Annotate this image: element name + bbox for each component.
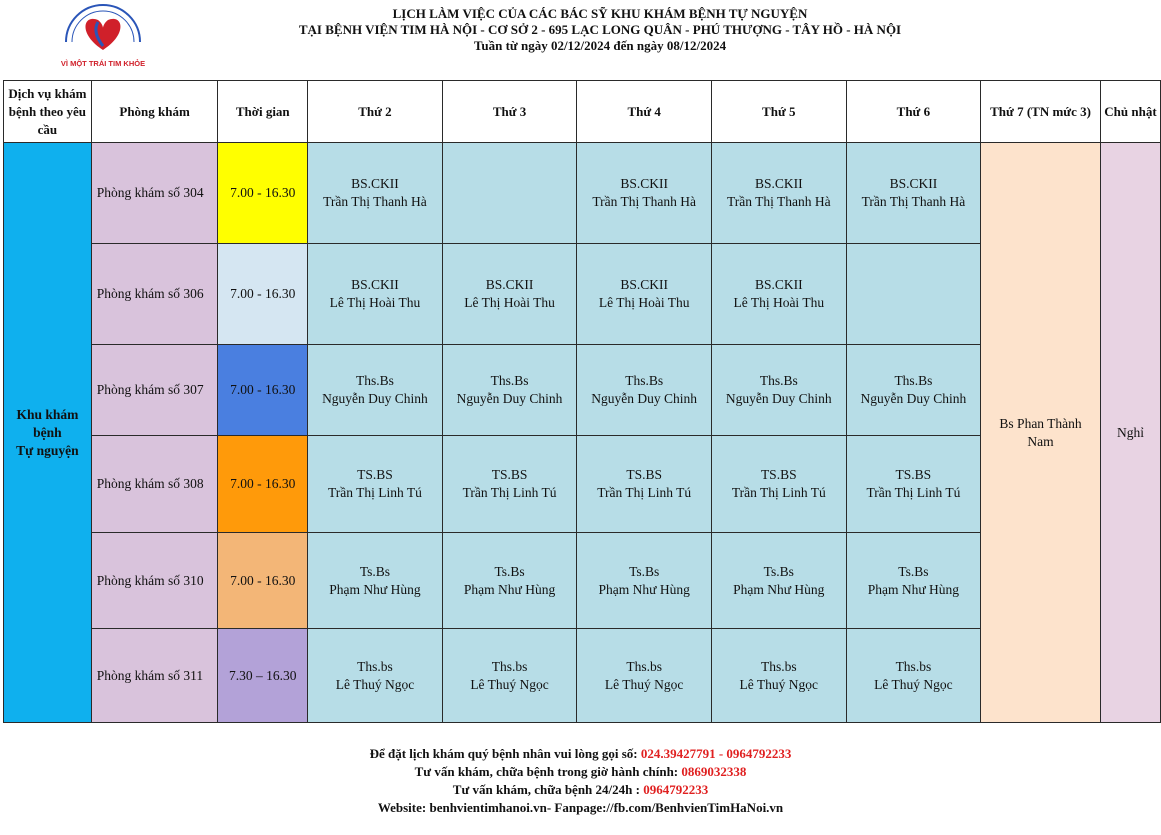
- time-cell: 7.00 - 16.30: [218, 436, 308, 533]
- doctor-cell: [442, 244, 577, 345]
- title-block: [190, 6, 1010, 54]
- doctor-name: Trần Thị Thanh Hà: [323, 194, 427, 209]
- doctor-name: Lê Thuý Ngọc: [470, 676, 549, 692]
- doctor-name: Trần Thị Linh Tú: [462, 485, 557, 500]
- doctor-title: Ts.Bs: [898, 563, 929, 579]
- week-range: Tuần từ ngày 02/12/2024 đến ngày 08/12/2024: [473, 38, 727, 53]
- doctor-cell: [846, 533, 981, 629]
- doctor-name: Lê Thị Hoài Thu: [464, 295, 555, 310]
- doctor-cell: [577, 345, 712, 436]
- office-line: [0, 763, 1161, 781]
- doctor-cell: [577, 143, 712, 244]
- doctor-cell: [442, 436, 577, 533]
- doctor-cell: [577, 436, 712, 533]
- table-row: [4, 143, 1161, 244]
- doctor-title: Ths.bs: [626, 658, 662, 674]
- doctor-title: TS.BS: [626, 467, 662, 482]
- doctor-title: BS.CKII: [351, 277, 399, 292]
- col-wed: Thứ 4: [577, 81, 712, 143]
- booking-phone[interactable]: 024.39427791 - 0964792233: [640, 746, 792, 761]
- room-cell: Phòng khám số 310: [91, 533, 218, 629]
- area-line: bệnh: [33, 424, 62, 440]
- doctor-cell: [577, 244, 712, 345]
- time-cell: 7.00 - 16.30: [218, 533, 308, 629]
- header-row: [4, 81, 1161, 143]
- doctor-title: Ts.Bs: [494, 563, 525, 579]
- doctor-title: Ts.Bs: [359, 563, 391, 579]
- doctor-cell: [846, 143, 981, 244]
- doctor-cell: [711, 436, 846, 533]
- doctor-title: BS.CKII: [620, 277, 668, 292]
- doctor-title: Ths.bs: [760, 658, 797, 674]
- room-cell: Phòng khám số 306: [91, 244, 218, 345]
- page-header: [0, 0, 1161, 80]
- room-cell: Phòng khám số 311: [91, 629, 218, 723]
- doctor-name: Nguyễn Duy Chinh: [860, 391, 967, 406]
- doctor-title: BS.CKII: [889, 176, 938, 191]
- page-subtitle: TẠI BỆNH VIỆN TIM HÀ NỘI - CƠ SỞ 2 - 695 LẠC LONG QUÂN - PHÚ THƯỢNG - TÂY HỒ - HÀ NỘI: [298, 22, 902, 37]
- area-line: Khu khám: [16, 406, 79, 422]
- doctor-cell: [846, 244, 981, 345]
- doctor-name: Nguyễn Duy Chinh: [591, 391, 698, 406]
- website-line[interactable]: Website: benhvientimhanoi.vn- Fanpage://fb.com/BenhvienTimHaNoi.vn: [377, 800, 784, 815]
- room-cell: Phòng khám số 308: [91, 436, 218, 533]
- doctor-cell: [846, 436, 981, 533]
- doctor-title: TS.BS: [491, 467, 528, 482]
- doctor-title: Ts.Bs: [629, 563, 660, 579]
- doctor-name: Trần Thị Linh Tú: [328, 485, 422, 500]
- doctor-title: BS.CKII: [754, 277, 803, 292]
- office-label: Tư vấn khám, chữa bệnh trong giờ hành chính:: [414, 764, 682, 779]
- col-sun: Chủ nhật: [1100, 81, 1160, 143]
- page-title: LỊCH LÀM VIỆC CỦA CÁC BÁC SỸ KHU KHÁM BỆNH TỰ NGUYỆN: [392, 6, 808, 21]
- doctor-cell: [308, 345, 443, 436]
- doctor-cell: [846, 345, 981, 436]
- doctor-name: Nguyễn Duy Chinh: [725, 391, 832, 406]
- area-line: Tự nguyện: [16, 442, 79, 458]
- doctor-name: Trần Thị Thanh Hà: [592, 194, 696, 209]
- col-fri: Thứ 6: [846, 81, 981, 143]
- doctor-title: Ths.Bs: [894, 373, 933, 388]
- doctor-name: Trần Thị Thanh Hà: [861, 194, 966, 209]
- doctor-cell: [846, 629, 981, 723]
- doctor-cell: [711, 345, 846, 436]
- allday-phone[interactable]: 0964792233: [643, 782, 709, 797]
- doctor-cell: [308, 143, 443, 244]
- doctor-cell: [442, 143, 577, 244]
- time-cell: 7.00 - 16.30: [218, 143, 308, 244]
- doctor-title: BS.CKII: [754, 176, 803, 191]
- doctor-title: BS.CKII: [620, 176, 668, 191]
- doctor-name: Lê Thuý Ngọc: [739, 676, 819, 692]
- sunday-cell: Nghỉ: [1100, 143, 1160, 723]
- doctor-title: Ths.Bs: [356, 373, 394, 388]
- hospital-logo-icon: [48, 2, 158, 72]
- doctor-title: Ts.Bs: [763, 563, 794, 579]
- col-service: Dịch vụ khám bệnh theo yêu cầu: [4, 81, 92, 143]
- doctor-title: Ths.Bs: [759, 373, 798, 388]
- doctor-name: Lê Thuý Ngọc: [335, 676, 415, 692]
- doctor-cell: [577, 629, 712, 723]
- schedule-table: [3, 80, 1161, 723]
- doctor-name: Phạm Như Hùng: [329, 581, 421, 597]
- col-room: Phòng khám: [91, 81, 218, 143]
- doctor-title: BS.CKII: [485, 277, 534, 292]
- doctor-name: Nguyễn Duy Chinh: [456, 391, 563, 406]
- col-time: Thời gian: [218, 81, 308, 143]
- booking-label: Để đặt lịch khám quý bệnh nhân vui lòng gọi số:: [369, 746, 641, 761]
- col-sat: Thứ 7 (TN mức 3): [981, 81, 1101, 143]
- doctor-name: Lê Thị Hoài Thu: [733, 295, 825, 310]
- office-phone[interactable]: 0869032338: [681, 764, 747, 779]
- time-cell: 7.00 - 16.30: [218, 244, 308, 345]
- time-cell: 7.00 - 16.30: [218, 345, 308, 436]
- doctor-name: Phạm Như Hùng: [733, 581, 825, 597]
- allday-line: [0, 781, 1161, 799]
- col-thu: Thứ 5: [711, 81, 846, 143]
- doctor-title: Ths.bs: [895, 658, 932, 674]
- doctor-name: Phạm Như Hùng: [598, 581, 690, 597]
- time-cell: 7.30 – 16.30: [218, 629, 308, 723]
- col-mon: Thứ 2: [308, 81, 443, 143]
- doctor-name: Nguyễn Duy Chinh: [322, 391, 428, 406]
- doctor-name: Trần Thị Linh Tú: [597, 485, 692, 500]
- col-tue: Thứ 3: [442, 81, 577, 143]
- doctor-name: Phạm Như Hùng: [463, 581, 556, 597]
- doctor-title: Ths.bs: [357, 658, 393, 674]
- doctor-cell: [577, 533, 712, 629]
- doctor-title: Ths.Bs: [490, 373, 529, 388]
- footer: [0, 745, 1161, 817]
- doctor-name: Trần Thị Thanh Hà: [726, 194, 831, 209]
- doctor-cell: [711, 629, 846, 723]
- allday-label: Tư vấn khám, chữa bệnh 24/24h :: [452, 782, 644, 797]
- booking-line: [0, 745, 1161, 763]
- doctor-name: Lê Thị Hoài Thu: [329, 295, 421, 310]
- doctor-cell: [711, 143, 846, 244]
- doctor-cell: [308, 244, 443, 345]
- doctor-name: Phạm Như Hùng: [867, 581, 960, 597]
- doctor-title: TS.BS: [357, 467, 393, 482]
- area-cell: [4, 143, 92, 723]
- doctor-cell: [442, 533, 577, 629]
- doctor-cell: [308, 436, 443, 533]
- doctor-title: TS.BS: [895, 467, 932, 482]
- doctor-title: Ths.Bs: [625, 373, 664, 388]
- doctor-name: Trần Thị Linh Tú: [731, 485, 826, 500]
- doctor-cell: [308, 629, 443, 723]
- doctor-cell: [442, 345, 577, 436]
- schedule-body: [4, 143, 1161, 723]
- doctor-title: TS.BS: [760, 467, 797, 482]
- logo-tagline: VÌ MỘT TRÁI TIM KHỎE: [60, 59, 146, 68]
- doctor-cell: [442, 629, 577, 723]
- saturday-cell: Bs Phan Thành Nam: [981, 143, 1101, 723]
- doctor-cell: [711, 533, 846, 629]
- doctor-title: BS.CKII: [351, 176, 399, 191]
- doctor-name: Lê Thị Hoài Thu: [598, 295, 690, 310]
- doctor-cell: [711, 244, 846, 345]
- room-cell: Phòng khám số 307: [91, 345, 218, 436]
- doctor-name: Lê Thuý Ngọc: [874, 676, 953, 692]
- doctor-cell: [308, 533, 443, 629]
- doctor-name: Trần Thị Linh Tú: [866, 485, 961, 500]
- doctor-title: Ths.bs: [491, 658, 528, 674]
- room-cell: Phòng khám số 304: [91, 143, 218, 244]
- doctor-name: Lê Thuý Ngọc: [604, 676, 684, 692]
